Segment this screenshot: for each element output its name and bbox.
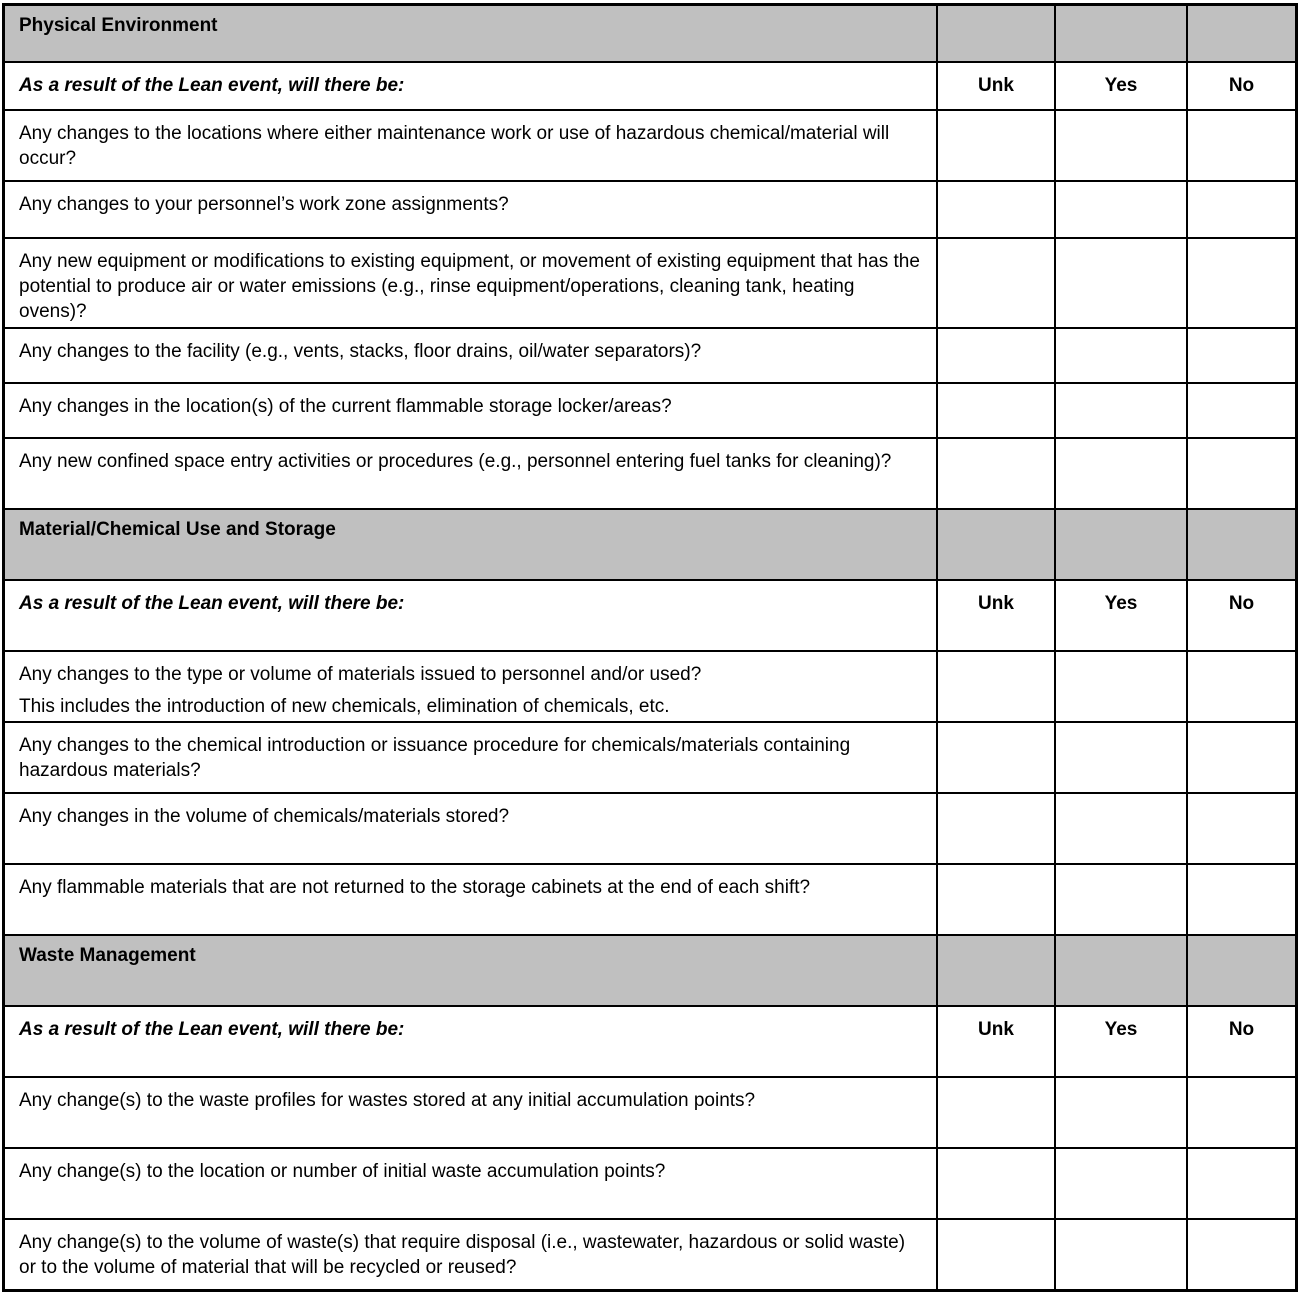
- section-header-cell: [937, 509, 1055, 580]
- section-header-physical-environment: [5, 6, 1295, 62]
- question-row: [5, 238, 1295, 328]
- section-title: Physical Environment: [5, 6, 937, 62]
- question-row: [5, 722, 1295, 793]
- section-header-cell: [1055, 6, 1187, 62]
- question-row: [5, 864, 1295, 935]
- question-row: [5, 110, 1295, 181]
- question-text: Any change(s) to the location or number of initial waste accumulation points?: [5, 1148, 937, 1219]
- section-header-cell: [1187, 6, 1295, 62]
- column-no: No: [1187, 62, 1295, 110]
- lean-event-checklist-table: [5, 6, 1295, 1290]
- column-unk: Unk: [937, 62, 1055, 110]
- column-header-row: [5, 62, 1295, 110]
- answer-cell-unk[interactable]: [937, 722, 1055, 793]
- question-row: [5, 1077, 1295, 1148]
- question-text: Any changes to the type or volume of materials issued to personnel and/or used?: [19, 664, 702, 685]
- answer-cell-unk[interactable]: [937, 864, 1055, 935]
- answer-cell-no[interactable]: [1187, 793, 1295, 864]
- answer-cell-unk[interactable]: [937, 238, 1055, 328]
- column-yes: Yes: [1055, 1006, 1187, 1077]
- answer-cell-yes[interactable]: [1055, 793, 1187, 864]
- subheading: As a result of the Lean event, will there be:: [5, 62, 937, 110]
- question-row: [5, 328, 1295, 383]
- question-row: [5, 793, 1295, 864]
- answer-cell-no[interactable]: [1187, 1219, 1295, 1290]
- answer-cell-yes[interactable]: [1055, 110, 1187, 181]
- section-title: Material/Chemical Use and Storage: [5, 509, 937, 580]
- section-header-cell: [937, 935, 1055, 1006]
- answer-cell-unk[interactable]: [937, 110, 1055, 181]
- column-no: No: [1187, 1006, 1295, 1077]
- answer-cell-yes[interactable]: [1055, 438, 1187, 509]
- column-unk: Unk: [937, 1006, 1055, 1077]
- column-header-row: [5, 580, 1295, 651]
- question-text: Any flammable materials that are not returned to the storage cabinets at the end of each shift?: [5, 864, 937, 935]
- answer-cell-yes[interactable]: [1055, 1148, 1187, 1219]
- column-yes: Yes: [1055, 580, 1187, 651]
- answer-cell-no[interactable]: [1187, 1148, 1295, 1219]
- answer-cell-no[interactable]: [1187, 438, 1295, 509]
- answer-cell-no[interactable]: [1187, 181, 1295, 238]
- question-row: [5, 383, 1295, 438]
- question-row: [5, 438, 1295, 509]
- answer-cell-unk[interactable]: [937, 438, 1055, 509]
- answer-cell-no[interactable]: [1187, 864, 1295, 935]
- question-row: [5, 651, 1295, 722]
- question-row: [5, 1219, 1295, 1290]
- answer-cell-unk[interactable]: [937, 383, 1055, 438]
- answer-cell-yes[interactable]: [1055, 864, 1187, 935]
- answer-cell-unk[interactable]: [937, 328, 1055, 383]
- answer-cell-no[interactable]: [1187, 722, 1295, 793]
- column-header-row: [5, 1006, 1295, 1077]
- section-header-material-chemical: [5, 509, 1295, 580]
- subheading: As a result of the Lean event, will there be:: [5, 580, 937, 651]
- answer-cell-no[interactable]: [1187, 651, 1295, 722]
- question-text: Any changes in the location(s) of the current flammable storage locker/areas?: [5, 383, 937, 438]
- section-header-cell: [1187, 935, 1295, 1006]
- answer-cell-unk[interactable]: [937, 793, 1055, 864]
- column-yes: Yes: [1055, 62, 1187, 110]
- section-header-cell: [1055, 509, 1187, 580]
- answer-cell-no[interactable]: [1187, 383, 1295, 438]
- section-title: Waste Management: [5, 935, 937, 1006]
- question-cell: [5, 651, 937, 722]
- answer-cell-yes[interactable]: [1055, 651, 1187, 722]
- answer-cell-unk[interactable]: [937, 1219, 1055, 1290]
- question-text: Any changes to the chemical introduction or issuance procedure for chemicals/materials containing hazardous materials?: [5, 722, 937, 793]
- answer-cell-no[interactable]: [1187, 110, 1295, 181]
- answer-cell-unk[interactable]: [937, 1077, 1055, 1148]
- answer-cell-yes[interactable]: [1055, 238, 1187, 328]
- question-text: Any changes in the volume of chemicals/materials stored?: [5, 793, 937, 864]
- question-text: Any change(s) to the waste profiles for wastes stored at any initial accumulation points?: [5, 1077, 937, 1148]
- question-text: Any changes to the locations where either maintenance work or use of hazardous chemical/material will occur?: [5, 110, 937, 181]
- answer-cell-yes[interactable]: [1055, 1077, 1187, 1148]
- checklist-sheet: [2, 3, 1298, 1292]
- question-note: This includes the introduction of new chemicals, elimination of chemicals, etc.: [19, 696, 670, 717]
- section-header-cell: [1187, 509, 1295, 580]
- answer-cell-yes[interactable]: [1055, 1219, 1187, 1290]
- column-unk: Unk: [937, 580, 1055, 651]
- answer-cell-yes[interactable]: [1055, 383, 1187, 438]
- section-header-cell: [937, 6, 1055, 62]
- question-row: [5, 1148, 1295, 1219]
- subheading: As a result of the Lean event, will there be:: [5, 1006, 937, 1077]
- section-header-cell: [1055, 935, 1187, 1006]
- answer-cell-unk[interactable]: [937, 181, 1055, 238]
- answer-cell-no[interactable]: [1187, 238, 1295, 328]
- question-row: [5, 181, 1295, 238]
- answer-cell-unk[interactable]: [937, 1148, 1055, 1219]
- answer-cell-unk[interactable]: [937, 651, 1055, 722]
- question-text: Any new confined space entry activities or procedures (e.g., personnel entering fuel tanks for cleaning)?: [5, 438, 937, 509]
- answer-cell-yes[interactable]: [1055, 181, 1187, 238]
- answer-cell-no[interactable]: [1187, 328, 1295, 383]
- question-text: Any changes to the facility (e.g., vents, stacks, floor drains, oil/water separators)?: [5, 328, 937, 383]
- answer-cell-yes[interactable]: [1055, 328, 1187, 383]
- question-text: Any new equipment or modifications to existing equipment, or movement of existing equipment that has the potential to produce air or water emissions (e.g., rinse equipment/operations, cleaning tank, heating ovens)?: [5, 238, 937, 328]
- question-text: Any change(s) to the volume of waste(s) that require disposal (i.e., wastewater, hazardous or solid waste) or to the volume of material that will be recycled or reused?: [5, 1219, 937, 1290]
- answer-cell-yes[interactable]: [1055, 722, 1187, 793]
- section-header-waste-management: [5, 935, 1295, 1006]
- answer-cell-no[interactable]: [1187, 1077, 1295, 1148]
- column-no: No: [1187, 580, 1295, 651]
- question-text: Any changes to your personnel’s work zone assignments?: [5, 181, 937, 238]
